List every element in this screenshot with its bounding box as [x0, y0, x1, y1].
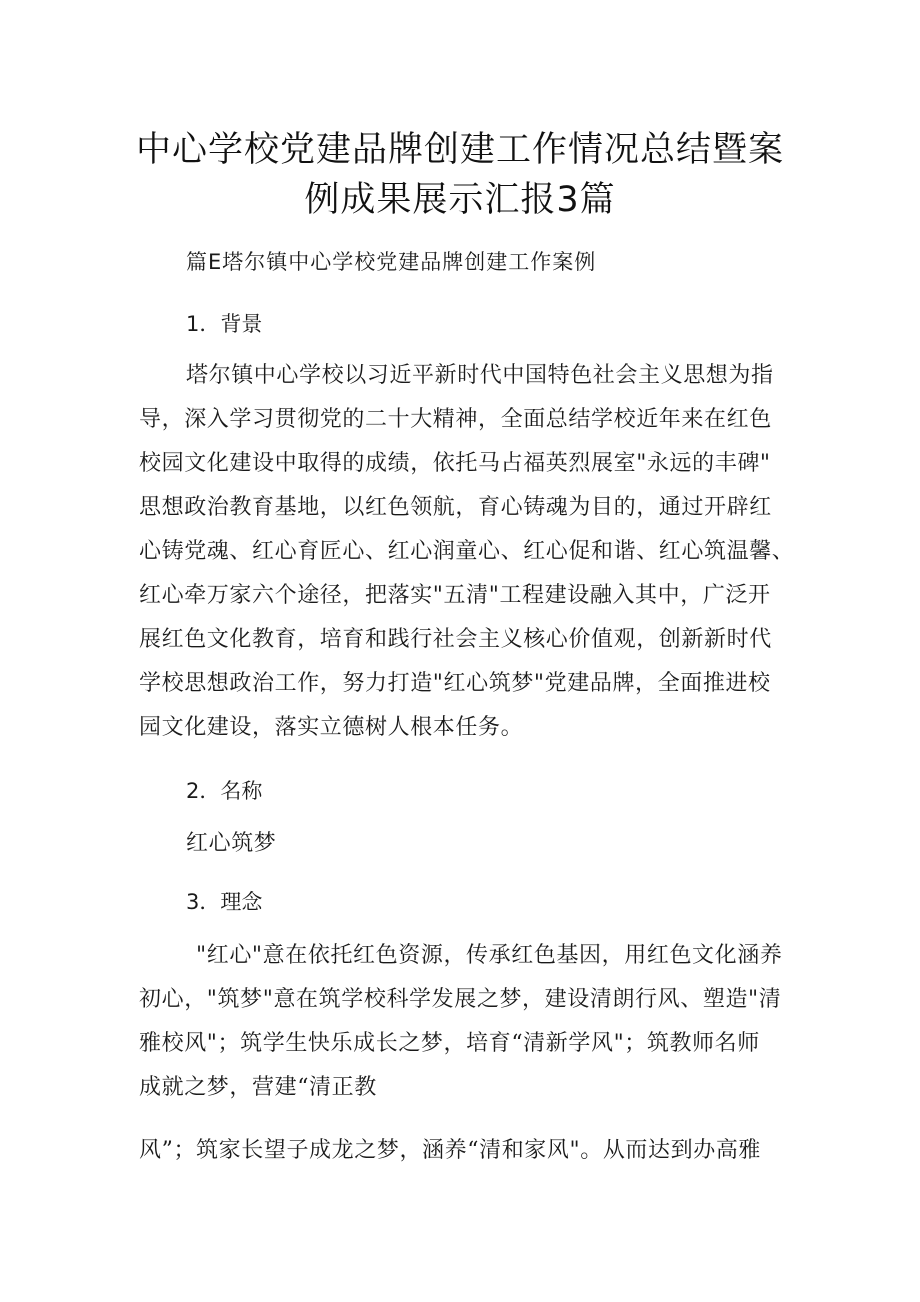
paragraph-line: 导，深入学习贯彻党的二十大精神，全面总结学校近年来在红色 — [139, 407, 772, 432]
paragraph-line: 思想政治教育基地，以红色领航，育心铸魂为目的，通过开辟红 — [139, 495, 772, 520]
paragraph-line: 成就之梦，营建“清正教 — [139, 1075, 377, 1100]
paragraph-line: 学校思想政治工作，努力打造"红心筑梦"党建品牌，全面推进校 — [139, 671, 771, 696]
document-title-line-1: 中心学校党建品牌创建工作情况总结暨案 — [135, 130, 784, 170]
paragraph-line: 展红色文化教育，培育和践行社会主义核心价值观，创新新时代 — [139, 627, 772, 652]
paragraph-line: 雅校风"；筑学生快乐成长之梦，培育“清新学风"；筑教师名师 — [139, 1031, 760, 1056]
paragraph-line: 风”；筑家长望子成龙之梦，涵养“清和家风"。从而达到办高雅 — [139, 1138, 762, 1163]
paragraph-line: 初心，"筑梦"意在筑学校科学发展之梦，建设清朗行风、塑造"清 — [139, 987, 782, 1012]
paragraph-line: "红心"意在依托红色资源，传承红色基因，用红色文化涵养 — [196, 943, 783, 968]
section-heading-concept: 3．理念 — [186, 890, 263, 914]
paragraph-line: 红心牵万家六个途径，把落实"五清"工程建设融入其中，广泛开 — [139, 583, 771, 608]
case-subtitle: 篇E塔尔镇中心学校党建品牌创建工作案例 — [186, 250, 597, 274]
paragraph-line: 校园文化建设中取得的成绩，依托马占福英烈展室"永远的丰碑" — [139, 451, 771, 476]
section-heading-name: 2．名称 — [186, 779, 263, 803]
paragraph-line: 心铸党魂、红心育匠心、红心润童心、红心促和谐、红心筑温馨、 — [139, 539, 795, 564]
section-heading-background: 1．背景 — [186, 312, 263, 336]
document-title-line-2: 例成果展示汇报3篇 — [304, 180, 616, 220]
brand-name-text: 红心筑梦 — [186, 831, 277, 856]
paragraph-line: 园文化建设，落实立德树人根本任务。 — [139, 715, 524, 740]
paragraph-line: 塔尔镇中心学校以习近平新时代中国特色社会主义思想为指 — [186, 363, 774, 388]
